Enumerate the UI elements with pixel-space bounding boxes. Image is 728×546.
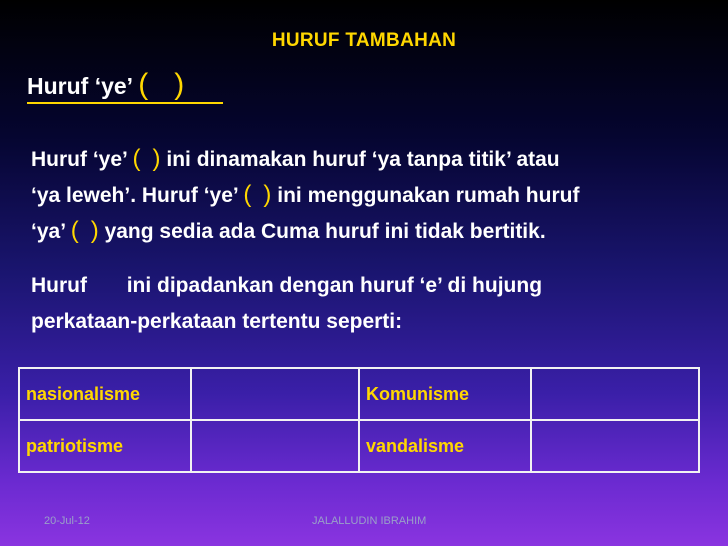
table-cell [191, 368, 359, 420]
slide-title: HURUF TAMBAHAN [271, 30, 457, 51]
p2-line1-b: ini dipadankan dengan huruf ‘e’ di hujung [126, 274, 543, 297]
paragraph1-line1 [31, 141, 560, 178]
footer-author: JALALLUDIN IBRAHIM [312, 515, 427, 527]
p1-paren-close-3: ) [90, 217, 99, 244]
p1-line2-b: ini menggunakan rumah huruf [277, 184, 580, 207]
paragraph1-line3 [31, 213, 546, 250]
heading-underline [27, 102, 223, 104]
table-cell [531, 368, 699, 420]
slide-heading [27, 68, 184, 102]
p1-paren-close-2: ) [263, 181, 272, 208]
table-cell [191, 420, 359, 472]
p2-line1-a: Huruf [31, 274, 87, 297]
paragraph1-line2 [31, 177, 579, 214]
table-cell: nasionalisme [19, 368, 191, 420]
p1-line1-a: Huruf ‘ye’ [31, 148, 127, 171]
table-row [19, 420, 699, 472]
p1-line2-a: ‘ya leweh’. Huruf ‘ye’ [31, 184, 238, 207]
table-cell: patriotisme [19, 420, 191, 472]
p1-line3-b: yang sedia ada Cuma huruf ini tidak bertitik. [104, 220, 546, 243]
heading-text: Huruf ‘ye’ [27, 73, 132, 99]
table-cell: vandalisme [359, 420, 531, 472]
table-cell [531, 420, 699, 472]
p1-paren-open-3: ( [70, 217, 79, 244]
table-row [19, 368, 699, 420]
table-cell: Komunisme [359, 368, 531, 420]
word-table [18, 367, 700, 473]
p1-line1-b: ini dinamakan huruf ‘ya tanpa titik’ atau [166, 148, 560, 171]
heading-paren-close: ) [174, 68, 185, 101]
p1-paren-close-1: ) [152, 145, 161, 172]
p1-line3-a: ‘ya’ [31, 220, 65, 243]
footer-date: 20-Jul-12 [44, 515, 90, 527]
heading-paren-open: ( [138, 68, 149, 101]
paragraph2-line1 [31, 268, 542, 304]
paragraph2-line2: perkataan-perkataan tertentu seperti: [31, 310, 403, 333]
p1-paren-open-1: ( [132, 145, 141, 172]
p1-paren-open-2: ( [243, 181, 252, 208]
